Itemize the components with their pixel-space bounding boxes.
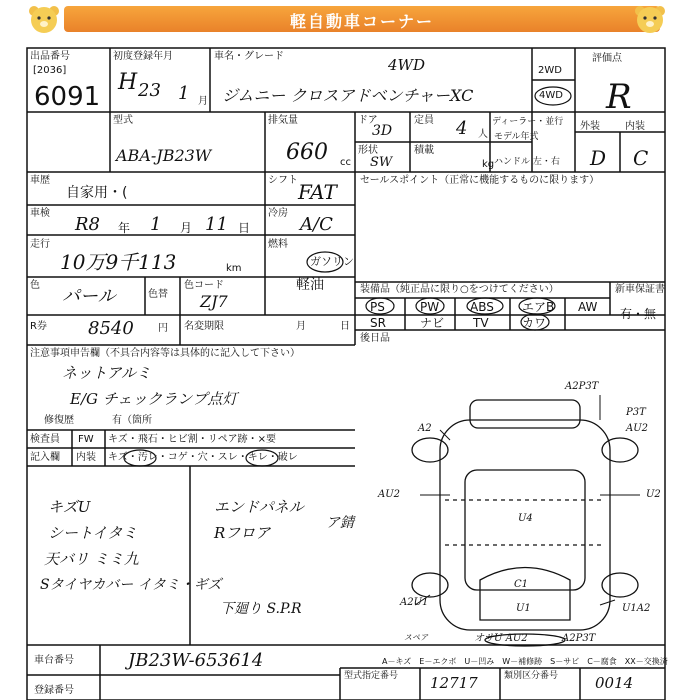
shape-label: 形状 <box>358 145 378 156</box>
displacement-value: 660 <box>286 140 328 165</box>
diagram-mark: U1 <box>516 603 531 614</box>
capacity-label: 定員 <box>414 115 434 126</box>
drive-opt-4wd: 4WD <box>539 90 563 101</box>
grade-value: R <box>606 77 632 117</box>
color-replaced-label: 色替 <box>148 289 168 300</box>
diagram-mark: U2 <box>646 489 661 500</box>
grade-label: 評価点 <box>592 53 622 64</box>
warranty-value: 有・無 <box>620 307 657 321</box>
sales-point-label: セールスポイント（正常に機能するものに限ります） <box>360 175 600 186</box>
diagram-mark: C1 <box>514 579 529 590</box>
interior-value: C <box>633 146 649 170</box>
ac-value: A/C <box>300 214 333 235</box>
equipment-leather: カワ <box>522 316 547 330</box>
shift-value: FAT <box>298 180 337 204</box>
exterior-label: 外装 <box>580 121 600 132</box>
exterior-value: D <box>590 146 607 170</box>
diagram-mark: AU2 <box>626 423 649 434</box>
inspection-label: 車検 <box>30 208 50 219</box>
first-reg-year: 23 <box>138 80 161 101</box>
dealer-label: ディーラー・並行 <box>492 117 564 127</box>
notes-label: 注意事項申告欄（不具合内容等は具体的に記入して下さい） <box>30 348 300 359</box>
model-name-value: ジムニー クロスアドベンチャーXC <box>222 86 474 105</box>
remark-6: Rフロア <box>214 524 271 542</box>
inspector-label: 検査員 <box>30 434 60 445</box>
fw-items: キズ・飛石・ヒビ割・リペア跡・×要 <box>108 434 276 445</box>
inspection-era: R8 <box>75 214 101 235</box>
door-label: ドア <box>358 115 378 126</box>
equipment-label: 装備品（純正品に限り○をつけてください） <box>360 284 559 295</box>
chassis-label: 車台番号 <box>34 655 74 666</box>
category-label: 類別区分番号 <box>504 671 559 681</box>
shape-value: SW <box>370 155 393 170</box>
first-reg-era: H <box>118 70 138 95</box>
interior-items: キズ・汚レ・コゲ・穴・スレ・キレ・破レ <box>108 452 298 463</box>
color-code-value: ZJ7 <box>200 292 228 311</box>
record-label: 記入欄 <box>30 452 60 463</box>
equipment-tv: TV <box>473 316 489 330</box>
model-name-label: 車名・グレード <box>214 51 284 62</box>
mileage-unit: km <box>226 263 242 274</box>
equipment-sr: SR <box>370 316 386 330</box>
type-label: 型式 <box>113 115 133 126</box>
load-label: 積載 <box>414 145 434 156</box>
diagram-mark: U4 <box>518 513 533 524</box>
mileage-value: 10万9千113 <box>60 250 177 274</box>
mileage-label: 走行 <box>30 239 50 250</box>
lot-code: [2036] <box>33 65 67 76</box>
first-reg-month-unit: 月 <box>198 96 208 107</box>
recycle-unit: 円 <box>158 323 168 334</box>
equipment-airbag: エアB <box>522 300 555 314</box>
first-reg-label: 初度登録年月 <box>113 51 173 62</box>
model-drive-handwritten: 4WD <box>388 56 425 74</box>
remark-4: Sタイヤカバー イタミ・ギズ <box>40 577 222 593</box>
type-value: ABA-JB23W <box>116 146 212 165</box>
fuel-value-gasoline: ガソリン <box>310 255 354 268</box>
use-value: 自家用・( <box>66 185 128 201</box>
inspection-month: 1 <box>150 214 162 235</box>
diagram-mark: A2P3T <box>565 381 599 392</box>
ac-label: 冷房 <box>268 208 288 219</box>
remark-7: ア錆 <box>326 515 354 531</box>
later-items-label: 後日品 <box>360 333 390 344</box>
equipment-pw: PW <box>420 300 440 314</box>
repair-label: 修復歴 <box>44 415 74 426</box>
first-reg-month: 1 <box>178 83 190 104</box>
category-value: 0014 <box>595 674 634 692</box>
capacity-unit: 人 <box>478 129 488 140</box>
load-unit: kg <box>482 159 495 170</box>
name-change-label: 名変期限 <box>184 321 224 332</box>
notes-line-2: E/G チェックランプ点灯 <box>70 390 238 408</box>
interior-label: 内装 <box>625 121 645 132</box>
equipment-navi: ナビ <box>420 316 445 330</box>
diagram-mark: A2U1 <box>400 597 429 608</box>
remark-3: 天バリ ミミ九 <box>44 550 139 568</box>
diagram-mark: U1A2 <box>622 603 651 614</box>
shift-label: シフト <box>268 175 298 186</box>
color-label: 色 <box>30 280 40 291</box>
use-label: 車歴 <box>30 175 50 186</box>
fw-label: FW <box>78 434 94 445</box>
name-change-month: 月 <box>296 321 306 332</box>
diagram-mark: P3T <box>626 407 646 418</box>
remark-5: エンドパネル <box>214 498 304 516</box>
remark-1: キズU <box>48 498 91 516</box>
banner-title: 軽自動車コーナー <box>289 12 434 31</box>
lot-label: 出品番号 <box>30 51 70 62</box>
model-year-label: モデル年式 <box>494 132 539 142</box>
fuel-label: 燃料 <box>268 239 288 250</box>
inspection-day-unit: 日 <box>238 221 251 235</box>
registration-label: 登録番号 <box>34 685 74 696</box>
diagram-mark: スペア <box>404 633 428 642</box>
damage-legend: A－キズ E－エクボ U－凹み W－補修跡 S－サビ C－腐食 XX－交換済 <box>382 657 668 666</box>
lot-number: 6091 <box>34 82 101 112</box>
diagram-mark: オサU AU2 <box>474 633 528 644</box>
drive-opt-2wd: 2WD <box>538 65 562 76</box>
recycle-label: R券 <box>30 321 47 332</box>
serial-value: 12717 <box>430 674 478 692</box>
diagram-mark: AU2 <box>378 489 401 500</box>
door-value: 3D <box>372 123 393 139</box>
equipment-abs: ABS <box>470 300 494 314</box>
inspection-month-unit: 月 <box>180 221 193 235</box>
diagram-mark: A2P3T <box>562 633 596 644</box>
inspection-year-unit: 年 <box>118 221 131 235</box>
handle-label: ハンドル 左・右 <box>494 157 560 167</box>
new-warranty-label: 新車保証書 <box>615 284 665 295</box>
notes-line-1: ネットアルミ <box>62 364 151 382</box>
chassis-value: JB23W-653614 <box>128 650 264 671</box>
displacement-unit: cc <box>340 157 351 168</box>
diagram-mark: A2 <box>418 423 432 434</box>
color-code-label: 色コード <box>184 280 224 291</box>
recycle-value: 8540 <box>88 318 134 339</box>
name-change-day: 日 <box>340 321 350 332</box>
inspection-day: 11 <box>205 214 228 235</box>
fuel-value-diesel: 軽油 <box>296 277 324 293</box>
displacement-label: 排気量 <box>268 115 298 126</box>
repair-value: 有（箇所 <box>112 415 152 426</box>
equipment-ps: PS <box>370 300 385 314</box>
equipment-aw: AW <box>578 300 598 314</box>
serial-label: 型式指定番号 <box>344 671 399 681</box>
capacity-value: 4 <box>456 118 468 139</box>
remark-2: シートイタミ <box>48 524 138 542</box>
interior-row-label: 内装 <box>76 452 96 463</box>
remark-8: 下廻り S.P.R <box>220 601 302 617</box>
color-value: パール <box>62 286 116 307</box>
